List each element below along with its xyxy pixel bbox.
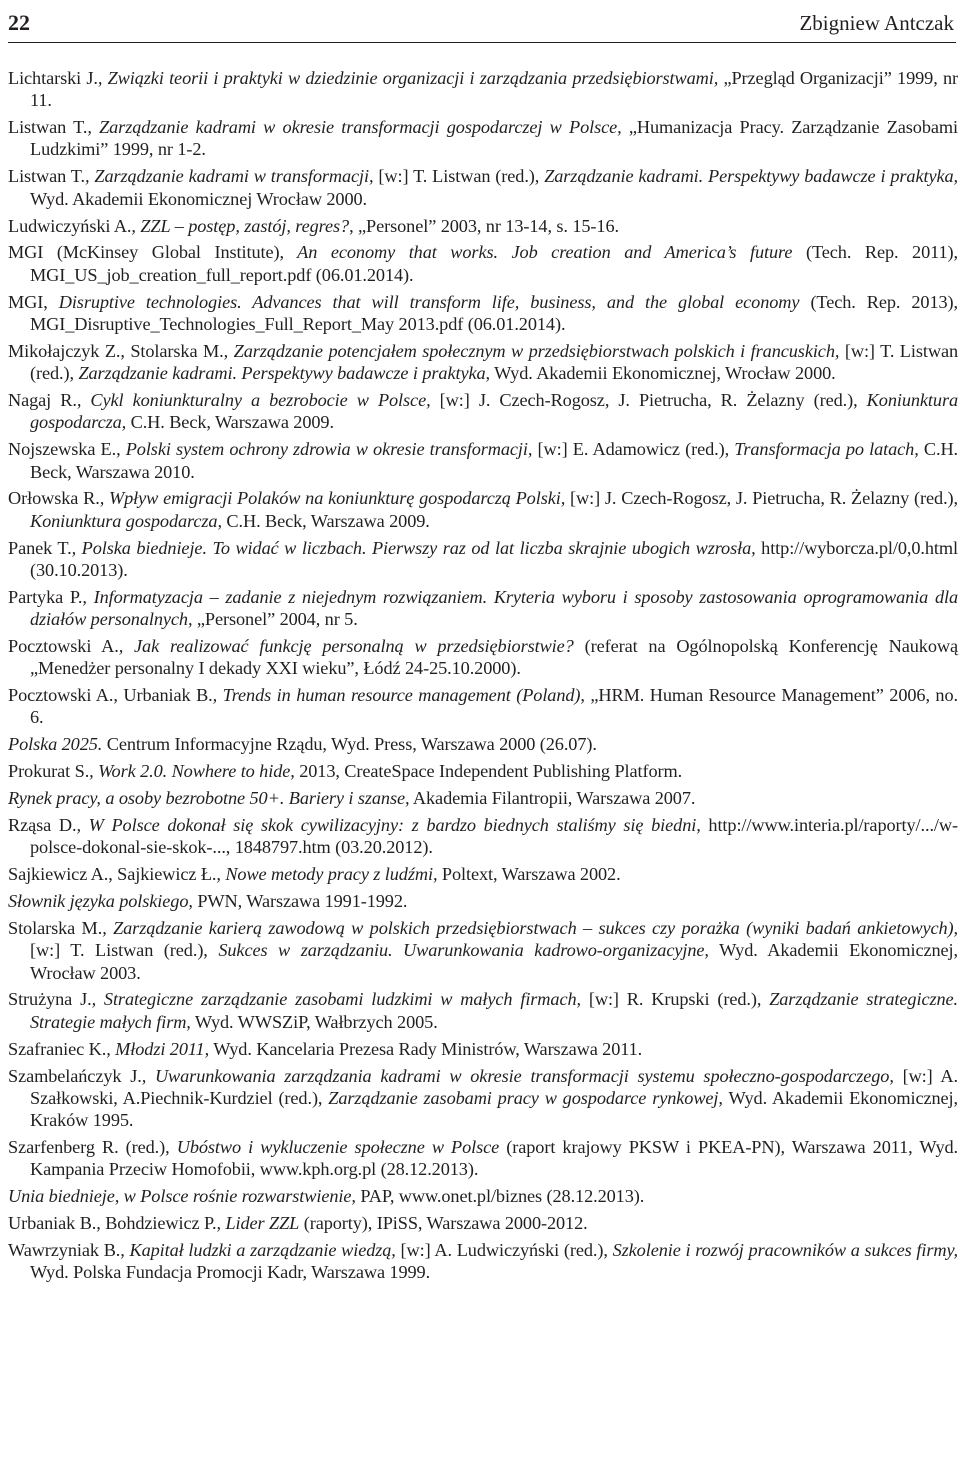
bibliography-entry — [8, 635, 958, 680]
entry-text-segment: http://wyborcza.pl/0,0.html (30.10.2013). — [30, 537, 959, 580]
entry-text-segment: MGI (McKinsey Global Institute), — [8, 242, 284, 263]
bibliography-entry — [8, 1212, 958, 1234]
entry-text-segment: [w:] T. Listwan (red.), — [373, 166, 540, 187]
entry-text-segment: Wyd. Akademii Ekonomicznej, Wrocław 2003. — [30, 940, 958, 983]
entry-text-segment: „Przegląd Organizacji” 1999, nr 11. — [30, 68, 958, 111]
entry-text-segment: (referat na Ogólnopolską Konferencję Naukową „Menedżer personalny I dekady XXI wieku”, Łódź 24-25.10.2000). — [30, 635, 959, 679]
bibliography-entry — [8, 1239, 958, 1284]
bibliography-entry — [8, 165, 958, 210]
bibliography-list — [8, 67, 958, 1288]
entry-text-segment: „HRM. Human Resource Management” 2006, no. 6. — [30, 685, 958, 728]
entry-text-segment: Akademia Filantropii, Warszawa 2007. — [409, 788, 696, 809]
entry-title-segment: Disruptive technologies. Advances that will transform life, business, and the global economy — [47, 291, 800, 312]
entry-title-segment: Polska 2025. — [8, 734, 103, 755]
bibliography-entry — [8, 917, 958, 984]
bibliography-entry — [8, 814, 958, 859]
entry-text-segment: (Tech. Rep. 2011), MGI_US_job_creation_full_report.pdf (06.01.2014). — [30, 242, 958, 285]
entry-title-segment: , Polska biednieje. To widać w liczbach. Pierwszy raz od lat liczba skrajnie ubogich wzrosła, — [71, 537, 756, 558]
entry-title-segment: Koniunktura gospodarcza, — [30, 390, 959, 433]
entry-text-segment: Wyd. Akademii Ekonomicznej Wrocław 2000. — [30, 188, 368, 209]
bibliography-entry — [8, 438, 958, 483]
entry-text-segment: Pocztowski A. — [8, 635, 119, 656]
bibliography-entry — [8, 537, 958, 582]
bibliography-entry — [8, 487, 958, 532]
entry-title-segment: , Cykl koniunkturalny a bezrobocie w Polsce, — [76, 390, 431, 411]
entry-text-segment: C.H. Beck, Warszawa 2010. — [30, 439, 959, 482]
entry-title-segment: Zarządzanie strategiczne. Strategie małych firm, — [30, 989, 958, 1032]
entry-title-segment: Szkolenie i rozwój pracowników a sukces firmy, — [607, 1239, 958, 1260]
entry-text-segment: Stolarska M. — [8, 917, 103, 938]
bibliography-entry — [8, 340, 958, 385]
bibliography-entry — [8, 988, 958, 1033]
entry-title-segment: Zarządzanie zasobami pracy w gospodarce rynkowej, — [322, 1087, 723, 1108]
entry-title-segment: , W Polsce dokonał się skok cywilizacyjny: z bardzo biednych staliśmy się biedni, — [76, 815, 701, 835]
entry-text-segment: Orłowska R. — [8, 488, 100, 509]
entry-text-segment: Sajkiewicz A., Sajkiewicz Ł. — [8, 864, 217, 885]
bibliography-entry — [8, 291, 958, 336]
page-number: 22 — [8, 10, 30, 35]
entry-title-segment: , Jak realizować funkcję personalną w przedsiębiorstwie? — [118, 635, 574, 656]
entry-text-segment: Szambelańczyk J. — [8, 1065, 142, 1086]
entry-text-segment: Wyd. WWSZiP, Wałbrzych 2005. — [190, 1011, 438, 1032]
header-rule — [8, 42, 956, 43]
entry-text-segment: Mikołajczyk Z., Stolarska M. — [8, 340, 224, 361]
bibliography-entry — [8, 1038, 958, 1060]
entry-text-segment: Pocztowski A., Urbaniak B. — [8, 685, 213, 706]
entry-text-segment: [w:] T. Listwan (red.), — [30, 340, 959, 384]
entry-text-segment: Listwan T. — [8, 117, 88, 138]
entry-text-segment: „Humanizacja Pracy. Zarządzanie Zasobami Ludzkimi” 1999, nr 1-2. — [30, 117, 958, 160]
bibliography-entry — [8, 787, 958, 809]
entry-text-segment: „Personel” 2004, nr 5. — [192, 609, 358, 630]
entry-text-segment: Wyd. Kancelaria Prezesa Rady Ministrów, Warszawa 2011. — [209, 1038, 643, 1059]
entry-title-segment: , Lider ZZL — [216, 1213, 300, 1234]
bibliography-entry — [8, 116, 958, 161]
entry-title-segment: , Nowe metody pracy z ludźmi, — [216, 864, 438, 885]
entry-text-segment: [w:] A. Ludwiczyński (red.), — [395, 1239, 608, 1260]
bibliography-entry — [8, 863, 958, 885]
running-head-author: Zbigniew Antczak — [799, 11, 954, 35]
entry-text-segment: Wawrzyniak B. — [8, 1239, 121, 1260]
entry-text-segment: 2013, CreateSpace Independent Publishing Platform. — [294, 761, 683, 782]
bibliography-entry — [8, 684, 958, 729]
entry-title-segment: , Zarządzanie karierą zawodową w polskich przedsiębiorstwach – sukces czy porażka (wyniki badań ankietowych), — [102, 917, 958, 938]
entry-text-segment: (raport krajowy PKSW i PKEA-PN), Warszawa 2011, Wyd. Kampania Przeciw Homofobii, www.kph.org.pl (28.12.2013). — [30, 1137, 959, 1180]
entry-title-segment: , ZZL – postęp, zastój, regres? — [131, 215, 350, 236]
entry-title-segment: Zarządzanie kadrami. Perspektywy badawcze i praktyka, — [539, 166, 958, 187]
entry-title-segment: , Wpływ emigracji Polaków na koniunkturę gospodarczą Polski, — [99, 488, 566, 509]
entry-text-segment: Nojszewska E. — [8, 439, 117, 460]
entry-title-segment: , Zarządzanie potencjałem społecznym w przedsiębiorstwach polskich i francuskich, — [223, 340, 840, 361]
entry-title-segment: , Młodzi 2011, — [106, 1038, 210, 1059]
entry-text-segment: Wyd. Akademii Ekonomicznej, Wrocław 2000. — [489, 363, 836, 384]
bibliography-entry — [8, 890, 958, 912]
entry-title-segment: , Uwarunkowania zarządzania kadrami w okresie transformacji systemu społeczno-gospodarczego, — [141, 1065, 894, 1086]
entry-title-segment: , Zarządzanie kadrami w okresie transformacji gospodarczej w Polsce, — [87, 117, 622, 138]
entry-text-segment: Wyd. Akademii Ekonomicznej, Kraków 1995. — [30, 1087, 958, 1131]
entry-text-segment: Lichtarski J. — [8, 68, 98, 88]
entry-title-segment: Koniunktura gospodarcza, — [30, 510, 222, 531]
entry-text-segment: C.H. Beck, Warszawa 2009. — [221, 510, 430, 531]
entry-text-segment: Listwan T. — [8, 166, 85, 187]
bibliography-entry — [8, 1065, 958, 1132]
entry-title-segment: Unia biednieje, w Polsce rośnie rozwarstwienie, — [8, 1186, 356, 1207]
entry-title-segment: Ubóstwo i wykluczenie społeczne w Polsce — [169, 1137, 500, 1158]
entry-text-segment: Prokurat S. — [8, 761, 90, 782]
entry-text-segment: Wyd. Polska Fundacja Promocji Kadr, Warszawa 1999. — [30, 1262, 431, 1283]
entry-text-segment: Urbaniak B., Bohdziewicz P. — [8, 1213, 217, 1234]
entry-text-segment: , „Personel” 2003, nr 13-14, s. 15-16. — [349, 215, 619, 236]
entry-text-segment: [w:] T. Listwan (red.), — [30, 940, 208, 961]
entry-title-segment: Transformacja po latach, — [729, 439, 919, 460]
entry-text-segment: [w:] E. Adamowicz (red.), — [532, 439, 730, 460]
bibliography-entry — [8, 1136, 958, 1181]
entry-text-segment: MGI, — [8, 291, 48, 312]
entry-title-segment: An economy that works. Job creation and America’s future — [283, 242, 793, 263]
bibliography-entry — [8, 760, 958, 782]
entry-text-segment: Szafraniec K. — [8, 1038, 107, 1059]
entry-text-segment: [w:] J. Czech-Rogosz, J. Pietrucha, R. Żelazny (red.), — [430, 390, 858, 411]
entry-text-segment: PAP, www.onet.pl/biznes (28.12.2013). — [355, 1186, 645, 1207]
bibliography-entry — [8, 241, 958, 286]
bibliography-entry — [8, 215, 958, 237]
entry-text-segment: Poltext, Warszawa 2002. — [437, 864, 621, 885]
entry-text-segment: Strużyna J. — [8, 989, 92, 1010]
entry-title-segment: , Zarządzanie kadrami w transformacji, — [84, 166, 374, 187]
entry-text-segment: Szarfenberg R. (red.), — [8, 1137, 170, 1158]
bibliography-entry — [8, 586, 958, 631]
bibliography-entry — [8, 389, 958, 434]
entry-text-segment: (Tech. Rep. 2013), MGI_Disruptive_Technologies_Full_Report_May 2013.pdf (06.01.2014). — [30, 291, 959, 334]
entry-text-segment: PWN, Warszawa 1991-1992. — [192, 891, 408, 912]
entry-title-segment: , Work 2.0. Nowhere to hide, — [89, 761, 295, 782]
entry-title-segment: , Trends in human resource management (Poland), — [212, 685, 585, 706]
entry-text-segment: http://www.interia.pl/raporty/.../w-polsce-dokonal-sie-skok-..., 1848797.htm (03.20.2012). — [30, 815, 958, 858]
entry-text-segment: Nagaj R. — [8, 390, 77, 411]
entry-text-segment: C.H. Beck, Warszawa 2009. — [126, 412, 334, 433]
entry-text-segment: [w:] J. Czech-Rogosz, J. Pietrucha, R. Żelazny (red.), — [565, 488, 959, 509]
entry-title-segment: , Związki teorii i praktyki w dziedzinie organizacji i zarządzania przedsiębiorstwami, — [97, 68, 719, 88]
entry-title-segment: , Informatyzacja – zadanie z niejednym rozwiązaniem. Kryteria wyboru i sposoby zastosowania oprogramowania dla działów personalnych, — [30, 586, 959, 630]
entry-text-segment: Rząsa D. — [8, 815, 77, 835]
entry-title-segment: , Strategiczne zarządzanie zasobami ludzkimi w małych firmach, — [91, 989, 581, 1010]
entry-text-segment: Panek T. — [8, 537, 72, 558]
entry-title-segment: Sukces w zarządzaniu. Uwarunkowania kadrowo-organizacyjne, — [207, 940, 709, 961]
entry-text-segment: [w:] A. Szałkowski, A.Piechnik-Kurdziel (red.), — [30, 1065, 958, 1108]
entry-text-segment: Partyka P. — [8, 586, 83, 607]
entry-text-segment: Centrum Informacyjne Rządu, Wyd. Press, Warszawa 2000 (26.07). — [102, 734, 597, 755]
entry-text-segment: [w:] R. Krupski (red.), — [580, 989, 762, 1010]
bibliography-entry — [8, 733, 958, 755]
entry-text-segment: Ludwiczyński A. — [8, 215, 132, 236]
page-header — [8, 0, 954, 36]
entry-title-segment: Słownik języka polskiego, — [8, 891, 193, 912]
entry-title-segment: Zarządzanie kadrami. Perspektywy badawcze i praktyka, — [73, 363, 490, 384]
entry-title-segment: Rynek pracy, a osoby bezrobotne 50+. Bariery i szanse, — [8, 788, 410, 809]
bibliography-entry — [8, 1185, 958, 1207]
entry-title-segment: , Kapitał ludzki a zarządzanie wiedzą, — [120, 1239, 396, 1260]
entry-text-segment: (raporty), IPiSS, Warszawa 2000-2012. — [299, 1213, 588, 1234]
bibliography-entry — [8, 67, 958, 112]
entry-title-segment: , Polski system ochrony zdrowia w okresie transformacji, — [116, 439, 533, 460]
